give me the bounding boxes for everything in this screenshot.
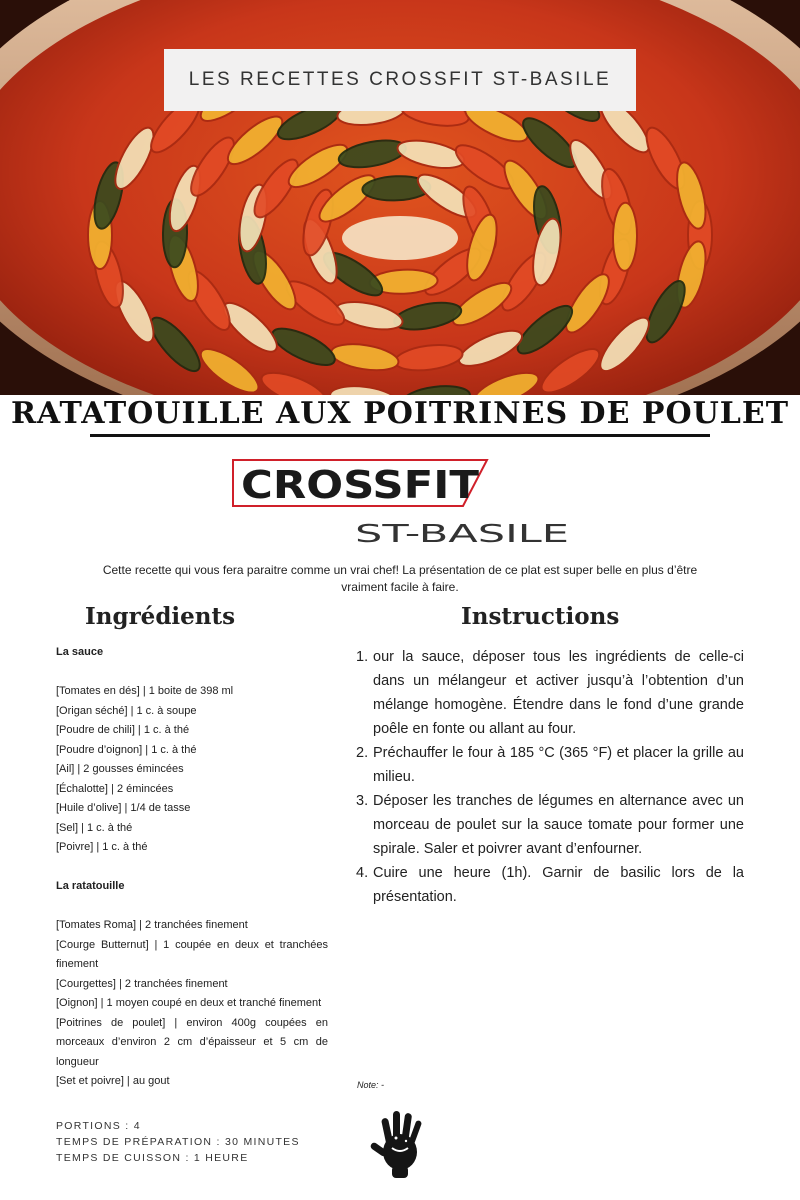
- recipe-meta: [56, 1118, 300, 1166]
- header-banner-text: LES RECETTES CROSSFIT ST-BASILE: [188, 69, 612, 90]
- logo-st-basile-text: ST-BASILE: [355, 519, 569, 546]
- instruction-step: [356, 861, 744, 909]
- instructions-list: [356, 645, 744, 909]
- ingredient-line: [Courge Butternut] | 1 coupée en deux et tranchées finement: [56, 938, 328, 970]
- header-banner: [164, 49, 636, 111]
- hero-ratatouille-photo: [0, 0, 800, 395]
- ingredient-line: [Huile d’olive] | 1/4 de tasse: [56, 802, 191, 814]
- ingredient-line: [Origan séché] | 1 c. à soupe: [56, 704, 197, 717]
- ratatouille-subheading: La ratatouille: [56, 880, 125, 892]
- step-text: Déposer les tranches de légumes en alternance avec un morceau de poulet sur la sauce tomate pour former une spirale. Saler et poivrer avant d’enfourner.: [373, 793, 744, 857]
- recipe-intro: Cette recette qui vous fera paraitre comme un vrai chef! La présentation de ce plat est super belle en plus d’être vraiment facile à faire.: [102, 563, 698, 594]
- ingredient-line: [Courgettes] | 2 tranchées finement: [56, 977, 228, 990]
- step-number: 4.: [356, 865, 369, 881]
- step-text: Préchauffer le four à 185 °C (365 °F) et placer la grille au milieu.: [373, 745, 744, 785]
- handprint-icon: [364, 1108, 438, 1180]
- ingredient-line: [Tomates Roma] | 2 tranchées finement: [56, 919, 248, 931]
- step-number: 3.: [356, 793, 369, 809]
- ingredients-list: [56, 643, 328, 1092]
- ingredient-line: [Set et poivre] | au gout: [56, 1075, 170, 1087]
- ingredient-line: [Poivre] | 1 c. à thé: [56, 841, 148, 853]
- step-number: 1.: [356, 649, 369, 665]
- instruction-step: [356, 645, 744, 741]
- ingredient-line: [Ail] | 2 gousses émincées: [56, 763, 184, 775]
- ingredient-line: [Poitrines de poulet] | environ 400g coupées en morceaux d’environ 2 cm d’épaisseur et 5 cm de longueur: [56, 1016, 328, 1068]
- ingredient-line: [Oignon] | 1 moyen coupé en deux et tranché finement: [56, 997, 322, 1009]
- vegetable-slice: [613, 203, 638, 271]
- portions: PORTIONS : 4: [56, 1120, 141, 1132]
- ingredient-line: [Poudre de chili] | 1 c. à thé: [56, 724, 190, 736]
- logo-crossfit-text: CROSSFIT: [241, 463, 480, 507]
- ingredient-line: [Tomates en dés] | 1 boite de 398 ml: [56, 685, 234, 697]
- crossfit-st-basile-logo: [231, 456, 571, 546]
- ingredient-line: [Sel] | 1 c. à thé: [56, 821, 133, 834]
- ingredients-heading: Ingrédients: [85, 603, 236, 630]
- cook-time: TEMPS DE CUISSON : 1 HEURE: [56, 1152, 249, 1164]
- sauce-subheading: La sauce: [56, 646, 104, 658]
- step-text: Cuire une heure (1h). Garnir de basilic lors de la présentation.: [373, 865, 744, 905]
- instructions-heading: Instructions: [461, 603, 620, 630]
- instruction-step: [356, 789, 744, 861]
- instruction-step: [356, 741, 744, 789]
- title-underline: [90, 434, 710, 437]
- step-number: 2.: [356, 745, 369, 761]
- prep-time: TEMPS DE PRÉPARATION : 30 MINUTES: [56, 1136, 300, 1148]
- recipe-title: RATATOUILLE AUX POITRINES DE POULET: [10, 396, 790, 431]
- ingredient-line: [Échalotte] | 2 émincées: [56, 782, 174, 795]
- ingredient-line: [Poudre d’oignon] | 1 c. à thé: [56, 743, 197, 756]
- step-text: our la sauce, déposer tous les ingrédients de celle-ci dans un mélangeur et activer jusqu’à l’obtention d’un mélange homogène. Étendre dans le fond d’une grande poêle en fonte ou allant au four.: [373, 649, 744, 737]
- note-label: Note: -: [357, 1080, 385, 1090]
